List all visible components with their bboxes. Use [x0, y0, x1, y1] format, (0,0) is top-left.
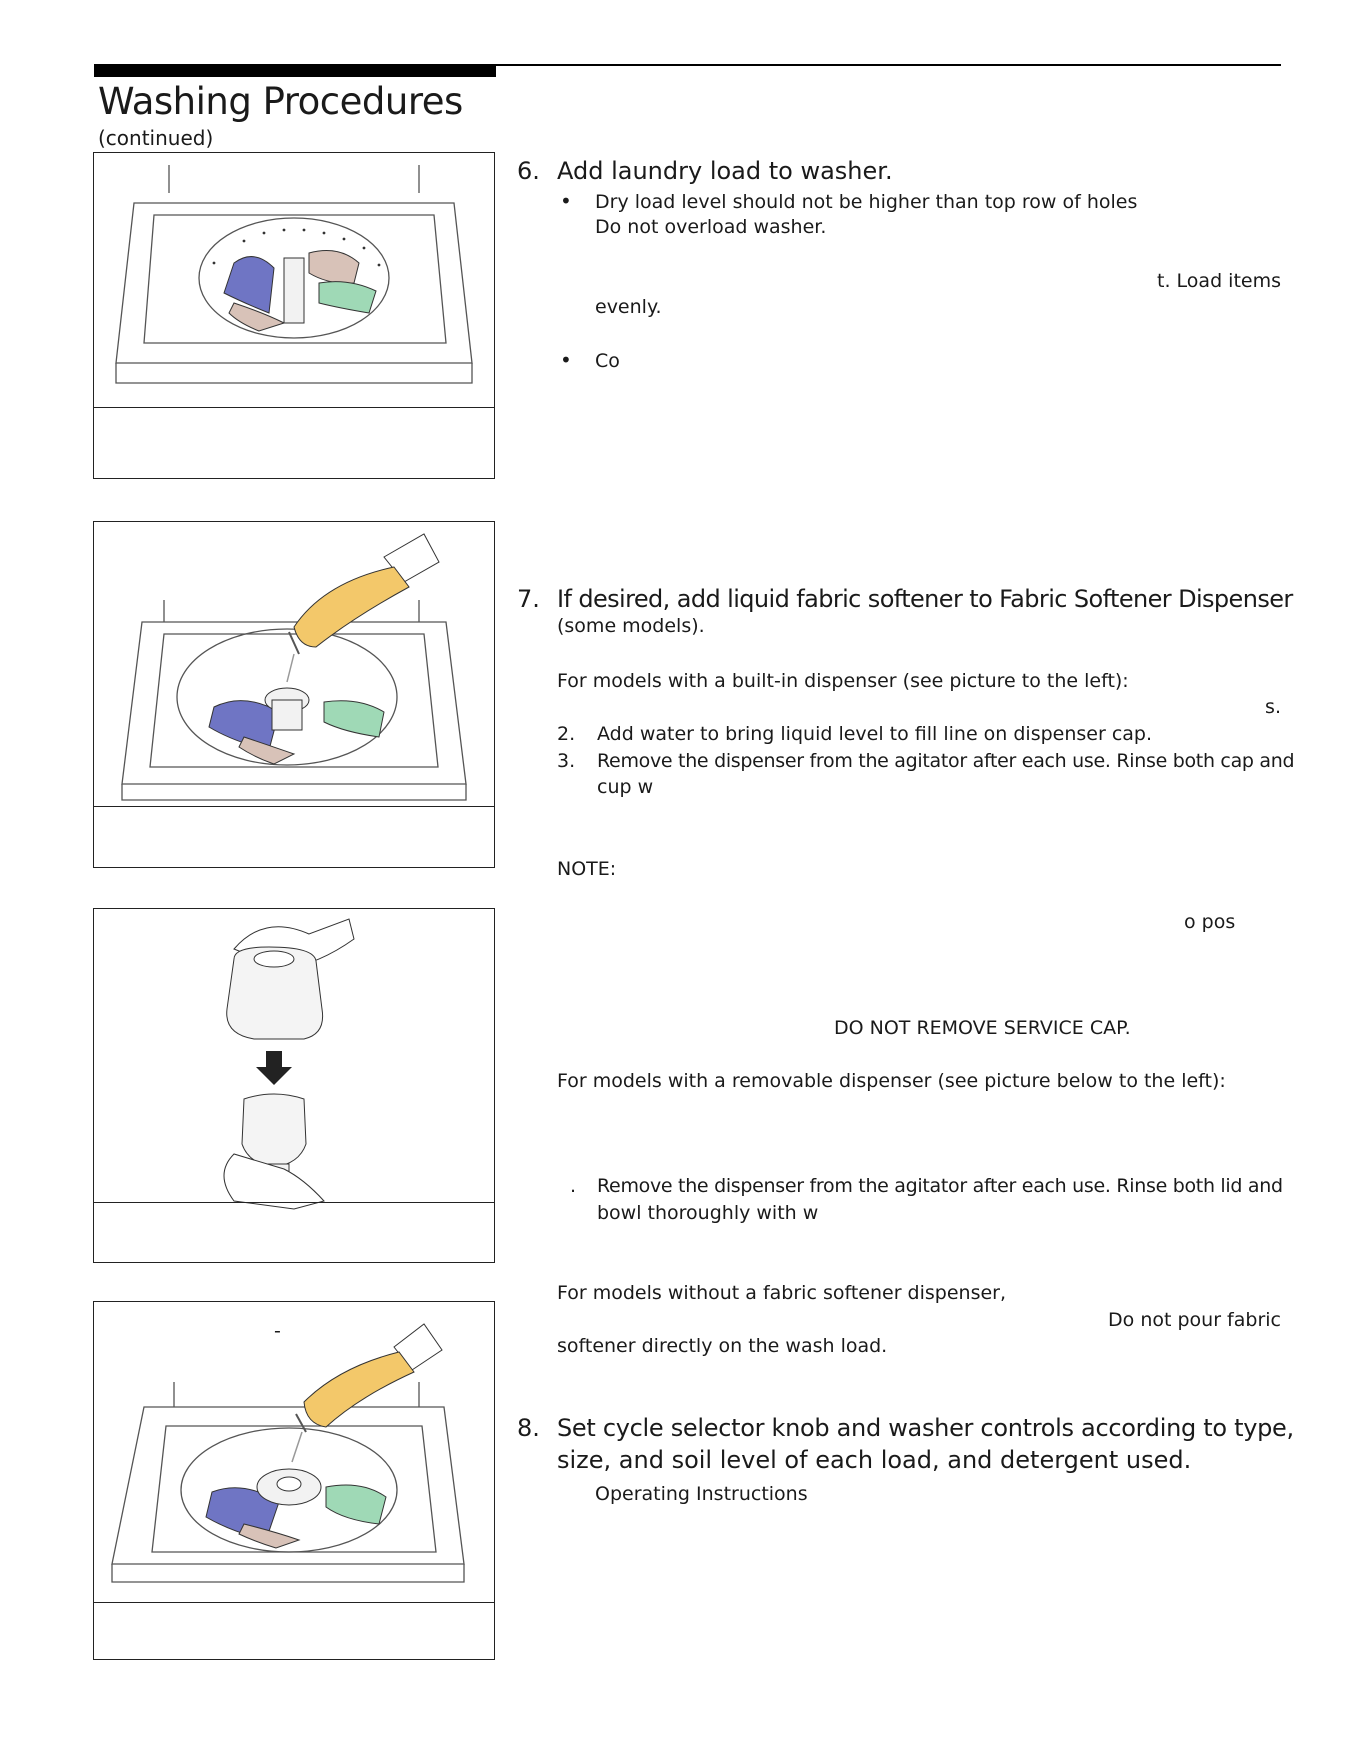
header-rule	[496, 64, 1281, 66]
step-text: Dry load level should not be higher than top row of holes	[595, 191, 1138, 213]
list-number: 2.	[557, 723, 576, 745]
figure-divider	[94, 1602, 494, 1603]
list-item: cup w	[597, 776, 654, 798]
figure-removable-dispenser	[93, 908, 495, 1263]
washer-load-illustration	[94, 153, 494, 478]
note-label: NOTE:	[557, 858, 617, 880]
section-intro: For models with a removable dispenser (see picture below to the left):	[557, 1070, 1226, 1092]
list-number: .	[570, 1175, 577, 1197]
list-item: Remove the dispenser from the agitator after each use. Rinse both lid and	[597, 1175, 1283, 1197]
pour-softener-illustration	[94, 1302, 494, 1659]
step-number: 6.	[517, 157, 540, 185]
page-title: Washing Procedures	[98, 80, 463, 123]
step-text: s.	[1265, 696, 1281, 718]
figure-divider	[94, 806, 494, 807]
figure-pour-softener	[93, 1301, 495, 1660]
header-thick-bar	[94, 64, 496, 77]
list-item: Add water to bring liquid level to fill line on dispenser cap.	[597, 723, 1153, 745]
page-subtitle: (continued)	[98, 126, 214, 150]
list-item: bowl thoroughly with w	[597, 1202, 819, 1224]
step-text: softener directly on the wash load.	[557, 1335, 888, 1357]
step-heading: If desired, add liquid fabric softener to Fabric Softener Dispenser	[557, 585, 1293, 613]
step-text: evenly.	[595, 296, 662, 318]
figure-builtin-dispenser	[93, 521, 495, 868]
step-subheading: (some models).	[557, 615, 705, 637]
step-heading: Set cycle selector knob and washer controls according to type,	[557, 1414, 1294, 1442]
step-number: 7.	[517, 585, 540, 613]
figure-divider	[94, 1202, 494, 1203]
bullet-icon: •	[560, 189, 572, 213]
step-heading: size, and soil level of each load, and detergent used.	[557, 1446, 1192, 1474]
reference-text: Operating Instructions	[595, 1483, 808, 1505]
step-number: 8.	[517, 1414, 540, 1442]
section-intro: For models without a fabric softener dispenser,	[557, 1282, 1007, 1304]
figure-divider	[94, 407, 494, 408]
step-text: Co	[595, 350, 620, 372]
builtin-dispenser-illustration	[94, 522, 494, 867]
figure-washer-load	[93, 152, 495, 479]
step-text: o pos	[1184, 911, 1236, 933]
step-text: t. Load items	[1157, 270, 1281, 292]
section-intro: For models with a built-in dispenser (see picture to the left):	[557, 670, 1129, 692]
warning-text: DO NOT REMOVE SERVICE CAP.	[834, 1017, 1131, 1039]
list-number: 3.	[557, 750, 576, 772]
step-text: Do not pour fabric	[1108, 1309, 1281, 1331]
removable-dispenser-illustration	[94, 909, 494, 1262]
figure-dash-mark: -	[274, 1320, 281, 1342]
bullet-icon: •	[560, 348, 572, 372]
step-heading: Add laundry load to washer.	[557, 157, 893, 185]
list-item: Remove the dispenser from the agitator after each use. Rinse both cap and	[597, 750, 1295, 772]
step-text: Do not overload washer.	[595, 216, 827, 238]
